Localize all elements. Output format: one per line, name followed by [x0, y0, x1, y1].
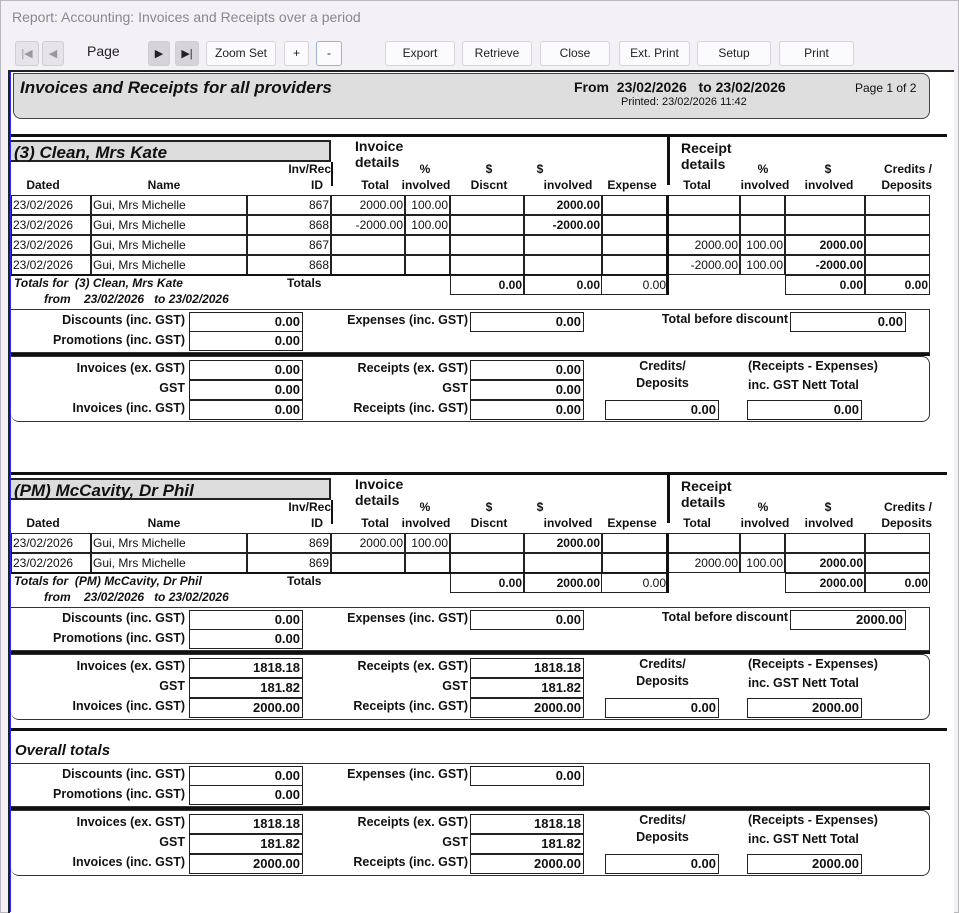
cell-inv-pct: 100.00 [405, 533, 450, 553]
receipt-divider [666, 195, 669, 215]
receipts-ex-gst-label: Receipts (ex. GST) [357, 815, 468, 829]
cell-inv-involved [524, 255, 602, 275]
col-rec-pct: % [757, 162, 769, 176]
cell-inv-pct: 100.00 [405, 215, 450, 235]
gst-invoices-value: 181.82 [189, 834, 303, 854]
receipt-divider [666, 235, 669, 255]
section-divider [11, 728, 947, 731]
col-credits: Credits / [883, 500, 932, 514]
col-credits: Credits / [883, 162, 932, 176]
col-rec-total: Total [683, 178, 711, 192]
next-page-icon: ▶ [154, 48, 164, 60]
totals-label: Totals [287, 276, 322, 290]
print-button[interactable]: Print [779, 41, 854, 66]
nett-total-label-2: inc. GST Nett Total [748, 676, 859, 690]
invoices-ex-gst-value: 1818.18 [189, 658, 303, 678]
col-inv-involved: involved [543, 516, 593, 530]
nett-total-value: 2000.00 [747, 698, 862, 718]
receipts-inc-gst-label: Receipts (inc. GST) [353, 699, 468, 713]
col-id: ID [311, 516, 323, 530]
col-rec-involved: involved [804, 178, 854, 192]
provider-name: (PM) McCavity, Dr Phil [11, 478, 331, 500]
cell-dated: 23/02/2026 [11, 533, 91, 553]
total-discnt: 0.00 [450, 275, 524, 295]
gst-invoices-value: 0.00 [189, 380, 303, 400]
invoice-details-heading: Invoice details [355, 476, 404, 508]
report-title: Invoices and Receipts for all providers [20, 78, 332, 97]
gst-receipts-value: 0.00 [470, 380, 584, 400]
receipts-inc-gst-value: 2000.00 [470, 854, 584, 874]
cell-inv-pct: 100.00 [405, 195, 450, 215]
promotions-label: Promotions (inc. GST) [53, 631, 185, 645]
col-inv-pct-involved: involved [401, 178, 451, 192]
total-inv-involved: 2000.00 [524, 573, 602, 593]
col-name: Name [147, 516, 181, 530]
cell-rec-pct: 100.00 [740, 235, 785, 255]
total-expense: 0.00 [602, 275, 668, 295]
col-dated: Dated [26, 178, 60, 192]
cell-dated: 23/02/2026 [11, 215, 91, 235]
cell-credits [865, 235, 930, 255]
window-title: Report: Accounting: Invoices and Receipts over a period [12, 9, 361, 25]
receipts-ex-gst-value: 1818.18 [470, 814, 584, 834]
cell-rec-pct: 100.00 [740, 553, 785, 573]
col-inv-pct: % [419, 500, 431, 514]
receipts-inc-gst-label: Receipts (inc. GST) [353, 855, 468, 869]
total-credits: 0.00 [865, 275, 930, 295]
cell-rec-involved: 2000.00 [785, 235, 865, 255]
credits-deposits-value: 0.00 [605, 854, 719, 874]
col-deposits: Deposits [881, 178, 932, 192]
cell-discnt [450, 215, 524, 235]
discounts-label: Discounts (inc. GST) [62, 313, 185, 327]
col-discnt-dollar: $ [485, 162, 493, 176]
cell-inv-pct [405, 553, 450, 573]
cell-discnt [450, 195, 524, 215]
receipts-ex-gst-value: 0.00 [470, 360, 584, 380]
section-divider-vertical [667, 475, 670, 523]
first-page-icon: |◀ [21, 48, 33, 60]
receipt-divider [666, 215, 669, 235]
promotions-value: 0.00 [189, 331, 303, 351]
nett-total-label-2: inc. GST Nett Total [748, 832, 859, 846]
last-page-icon: ▶| [181, 48, 193, 60]
cell-discnt [450, 533, 524, 553]
gst-receipts-label: GST [442, 835, 468, 849]
cell-rec-involved [785, 195, 865, 215]
col-inv-involved-dollar: $ [536, 500, 544, 514]
cell-credits [865, 533, 930, 553]
total-inv-involved: 0.00 [524, 275, 602, 295]
cell-credits [865, 255, 930, 275]
promotions-label: Promotions (inc. GST) [53, 787, 185, 801]
credits-deposits-value: 0.00 [605, 698, 719, 718]
col-inv-rec: Inv/Rec [288, 162, 331, 176]
credits-deposits-value: 0.00 [605, 400, 719, 420]
total-before-discount-label: Total before discount [661, 312, 788, 326]
cell-rec-total [668, 195, 740, 215]
gst-receipts-value: 181.82 [470, 834, 584, 854]
expenses-label: Expenses (inc. GST) [347, 611, 468, 625]
col-inv-rec: Inv/Rec [288, 500, 331, 514]
cell-inv-total [331, 255, 405, 275]
cell-id: 868 [247, 255, 331, 275]
receipts-ex-gst-label: Receipts (ex. GST) [357, 659, 468, 673]
receipt-details-heading: Receipt details [681, 140, 732, 172]
section-divider [11, 134, 947, 137]
cell-id: 868 [247, 215, 331, 235]
totals-for-label: Totals for (PM) McCavity, Dr Phil [14, 574, 202, 588]
gst-receipts-value: 181.82 [470, 678, 584, 698]
section-divider-vertical [667, 137, 670, 185]
receipt-divider [666, 275, 669, 295]
cell-expense [602, 195, 668, 215]
expenses-value: 0.00 [470, 610, 584, 630]
total-before-discount-value: 0.00 [790, 312, 906, 332]
gst-receipts-label: GST [442, 679, 468, 693]
gst-receipts-label: GST [442, 381, 468, 395]
col-name: Name [147, 178, 181, 192]
cell-credits [865, 195, 930, 215]
col-inv-pct: % [419, 162, 431, 176]
credits-deposits-label: Credits/ [639, 359, 686, 373]
gst-invoices-label: GST [159, 679, 185, 693]
cell-inv-involved [524, 553, 602, 573]
col-expense: Expense [607, 516, 657, 530]
col-inv-involved-dollar: $ [536, 162, 544, 176]
promotions-label: Promotions (inc. GST) [53, 333, 185, 347]
cell-inv-involved: 2000.00 [524, 195, 602, 215]
cell-inv-total [331, 553, 405, 573]
last-page-button[interactable] [175, 41, 199, 66]
col-dated: Dated [26, 516, 60, 530]
discounts-value: 0.00 [189, 312, 303, 332]
overall-totals-title: Overall totals [15, 742, 111, 759]
col-inv-involved: involved [543, 178, 593, 192]
cell-rec-pct [740, 195, 785, 215]
printed-timestamp: Printed: 23/02/2026 11:42 [621, 96, 747, 108]
invoices-inc-gst-label: Invoices (inc. GST) [72, 855, 185, 869]
invoices-inc-gst-label: Invoices (inc. GST) [72, 699, 185, 713]
date-range: From 23/02/2026 to 23/02/2026 [574, 79, 786, 95]
cell-name: Gui, Mrs Michelle [91, 235, 247, 255]
ext-print-button[interactable]: Ext. Print [619, 41, 690, 66]
cell-rec-pct: 100.00 [740, 255, 785, 275]
total-discnt: 0.00 [450, 573, 524, 593]
col-id: ID [311, 178, 323, 192]
receipt-divider [666, 553, 669, 573]
invoices-ex-gst-value: 1818.18 [189, 814, 303, 834]
close-button[interactable]: Close [540, 41, 610, 66]
cell-name: Gui, Mrs Michelle [91, 255, 247, 275]
nett-total-label: (Receipts - Expenses) [748, 813, 878, 827]
cell-name: Gui, Mrs Michelle [91, 533, 247, 553]
receipts-ex-gst-value: 1818.18 [470, 658, 584, 678]
cell-inv-total [331, 235, 405, 255]
nett-total-value: 2000.00 [747, 854, 862, 874]
page-indicator: Page 1 of 2 [855, 81, 917, 95]
cell-discnt [450, 553, 524, 573]
nett-total-label-2: inc. GST Nett Total [748, 378, 859, 392]
nett-total-label: (Receipts - Expenses) [748, 657, 878, 671]
cell-rec-involved: -2000.00 [785, 255, 865, 275]
cell-inv-pct [405, 235, 450, 255]
cell-rec-involved [785, 533, 865, 553]
invoices-ex-gst-label: Invoices (ex. GST) [76, 659, 185, 673]
invoices-ex-gst-value: 0.00 [189, 360, 303, 380]
cell-rec-total: 2000.00 [668, 235, 740, 255]
gst-invoices-value: 181.82 [189, 678, 303, 698]
receipts-inc-gst-value: 2000.00 [470, 698, 584, 718]
prev-page-icon: ◀ [48, 48, 58, 60]
totals-date-range: from 23/02/2026 to 23/02/2026 [44, 292, 229, 306]
section-divider [11, 472, 947, 475]
nett-total-value: 0.00 [747, 400, 862, 420]
gst-invoices-label: GST [159, 381, 185, 395]
col-expense: Expense [607, 178, 657, 192]
zoom-out-button[interactable]: - [316, 41, 342, 66]
totals-label: Totals [287, 574, 322, 588]
cell-id: 867 [247, 195, 331, 215]
credits-deposits-label: Credits/ [639, 813, 686, 827]
cell-credits [865, 215, 930, 235]
col-inv-total: Total [361, 516, 389, 530]
total-rec-involved: 0.00 [785, 275, 865, 295]
cell-credits [865, 553, 930, 573]
col-discnt: Discnt [470, 516, 508, 530]
credits-deposits-label-2: Deposits [636, 376, 689, 390]
col-discnt: Discnt [470, 178, 508, 192]
cell-rec-involved: 2000.00 [785, 553, 865, 573]
total-expense: 0.00 [602, 573, 668, 593]
provider-name: (3) Clean, Mrs Kate [11, 140, 331, 162]
totals-date-range: from 23/02/2026 to 23/02/2026 [44, 590, 229, 604]
cell-inv-total: -2000.00 [331, 215, 405, 235]
cell-expense [602, 255, 668, 275]
cell-inv-pct [405, 255, 450, 275]
credits-deposits-label-2: Deposits [636, 674, 689, 688]
receipt-divider [666, 255, 669, 275]
cell-inv-involved: 2000.00 [524, 533, 602, 553]
receipts-ex-gst-label: Receipts (ex. GST) [357, 361, 468, 375]
expenses-label: Expenses (inc. GST) [347, 313, 468, 327]
expenses-value: 0.00 [470, 312, 584, 332]
cell-rec-involved [785, 215, 865, 235]
zoom-in-button[interactable]: + [284, 41, 309, 66]
expenses-label: Expenses (inc. GST) [347, 767, 468, 781]
cell-rec-total [668, 533, 740, 553]
first-page-button[interactable] [15, 41, 39, 66]
prev-page-button[interactable] [42, 41, 64, 66]
zoom-set-button[interactable]: Zoom Set [206, 41, 276, 66]
invoices-inc-gst-value: 2000.00 [189, 698, 303, 718]
invoices-inc-gst-value: 2000.00 [189, 854, 303, 874]
promotions-value: 0.00 [189, 629, 303, 649]
cell-name: Gui, Mrs Michelle [91, 215, 247, 235]
discounts-label: Discounts (inc. GST) [62, 767, 185, 781]
totals-for-label: Totals for (3) Clean, Mrs Kate [14, 276, 183, 290]
cell-discnt [450, 235, 524, 255]
credits-deposits-label-2: Deposits [636, 830, 689, 844]
discounts-value: 0.00 [189, 766, 303, 786]
cell-expense [602, 533, 668, 553]
receipt-divider [666, 533, 669, 553]
total-rec-involved: 2000.00 [785, 573, 865, 593]
receipts-inc-gst-value: 0.00 [470, 400, 584, 420]
col-rec-involved: involved [804, 516, 854, 530]
discounts-label: Discounts (inc. GST) [62, 611, 185, 625]
cell-inv-involved [524, 235, 602, 255]
cell-discnt [450, 255, 524, 275]
cell-id: 869 [247, 553, 331, 573]
col-inv-pct-involved: involved [401, 516, 451, 530]
cell-rec-pct [740, 533, 785, 553]
page-label: Page [87, 43, 120, 59]
cell-id: 867 [247, 235, 331, 255]
cell-dated: 23/02/2026 [11, 235, 91, 255]
total-credits: 0.00 [865, 573, 930, 593]
cell-inv-involved: -2000.00 [524, 215, 602, 235]
cell-name: Gui, Mrs Michelle [91, 553, 247, 573]
total-before-discount-label: Total before discount [661, 610, 788, 624]
cell-rec-total: -2000.00 [668, 255, 740, 275]
invoices-ex-gst-label: Invoices (ex. GST) [76, 815, 185, 829]
receipt-details-heading: Receipt details [681, 478, 732, 510]
promotions-value: 0.00 [189, 785, 303, 805]
cell-rec-pct [740, 215, 785, 235]
invoices-ex-gst-label: Invoices (ex. GST) [76, 361, 185, 375]
col-rec-pct-involved: involved [740, 178, 790, 192]
report-header [13, 73, 930, 119]
cell-name: Gui, Mrs Michelle [91, 195, 247, 215]
export-button[interactable]: Export [385, 41, 455, 66]
invoice-details-heading: Invoice details [355, 138, 404, 170]
toolbar [0, 38, 959, 68]
expenses-value: 0.00 [470, 766, 584, 786]
cell-rec-total: 2000.00 [668, 553, 740, 573]
gst-invoices-label: GST [159, 835, 185, 849]
cell-inv-total: 2000.00 [331, 533, 405, 553]
cell-id: 869 [247, 533, 331, 553]
cell-inv-total: 2000.00 [331, 195, 405, 215]
next-page-button[interactable] [148, 41, 170, 66]
invoices-inc-gst-value: 0.00 [189, 400, 303, 420]
cell-dated: 23/02/2026 [11, 255, 91, 275]
credits-deposits-label: Credits/ [639, 657, 686, 671]
invoices-inc-gst-label: Invoices (inc. GST) [72, 401, 185, 415]
col-rec-pct: % [757, 500, 769, 514]
discounts-value: 0.00 [189, 610, 303, 630]
col-inv-total: Total [361, 178, 389, 192]
receipts-inc-gst-label: Receipts (inc. GST) [353, 401, 468, 415]
col-rec-involved-dollar: $ [824, 500, 832, 514]
setup-button[interactable]: Setup [697, 41, 771, 66]
cell-rec-total [668, 215, 740, 235]
retrieve-button[interactable]: Retrieve [462, 41, 532, 66]
cell-expense [602, 235, 668, 255]
col-rec-involved-dollar: $ [824, 162, 832, 176]
col-rec-total: Total [683, 516, 711, 530]
receipt-divider [666, 573, 669, 593]
col-deposits: Deposits [881, 516, 932, 530]
col-discnt-dollar: $ [485, 500, 493, 514]
nett-total-label: (Receipts - Expenses) [748, 359, 878, 373]
cell-expense [602, 553, 668, 573]
cell-dated: 23/02/2026 [11, 553, 91, 573]
total-before-discount-value: 2000.00 [790, 610, 906, 630]
col-rec-pct-involved: involved [740, 516, 790, 530]
cell-dated: 23/02/2026 [11, 195, 91, 215]
cell-expense [602, 215, 668, 235]
